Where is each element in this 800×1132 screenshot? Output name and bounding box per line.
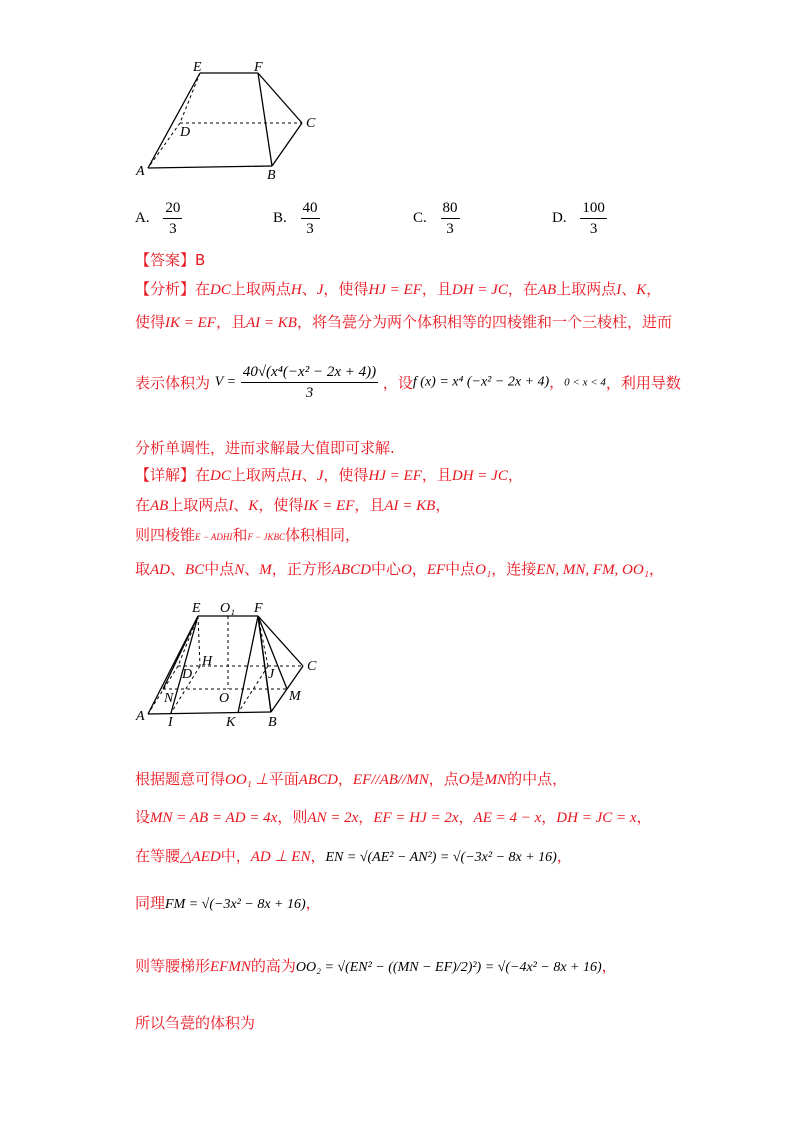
label2-B: B xyxy=(268,715,277,730)
conclusion-line-3: 在等腰△AED中，AD ⊥ EN，EN = √(AE² − AN²) = √(−3x² − 8x + 16)， xyxy=(135,847,572,865)
label-F: F xyxy=(254,60,263,75)
conclusion-line-4: 同理FM = √(−3x² − 8x + 16)， xyxy=(135,894,321,912)
option-d[interactable]: D. $\frac{100}{3}$ xyxy=(552,200,605,237)
conclusion-line-5: 则等腰梯形EFMN的高为OO₂ = √(EN² − ((MN − EF)/2)²) = √(−4x² − 8x + 16)， xyxy=(135,957,617,975)
option-c[interactable]: C. $\frac{80}{3}$ xyxy=(413,200,458,237)
analysis-line-4: 分析单调性，进而求解最大值即可求解. xyxy=(135,439,395,457)
answer-line: 【答案】B xyxy=(135,251,206,269)
option-b[interactable]: B. $\frac{40}{3}$ xyxy=(273,200,318,237)
label2-C: C xyxy=(307,659,317,674)
analysis-line-3: 表示体积为 V = $\frac{\text{40√(x⁴(−x² − 2x + 4))}}{3}$ ，设f (x) = x⁴ (−x² − 2x + 4)，0 < x < 4，利用导数 xyxy=(135,364,681,401)
label2-M: M xyxy=(289,689,301,704)
analysis-line-2: 使得IK = EF，且AI = KB，将刍甍分为两个体积相等的四棱锥和一个三棱柱，进而 xyxy=(135,313,672,331)
figure-2-solid xyxy=(128,596,338,731)
label-B: B xyxy=(267,168,276,183)
label2-O: O xyxy=(219,691,230,706)
label-E: E xyxy=(193,60,202,75)
label2-N: N xyxy=(164,691,174,706)
label2-O1: O₁ xyxy=(220,601,235,616)
analysis-line-1: 【分析】在DC上取两点H、J，使得HJ = EF，且DH = JC，在AB上取两点I、K， xyxy=(135,280,662,298)
conclusion-line-1: 根据题意可得OO₁ ⊥平面ABCD，EF//AB//MN，点O是MN的中点， xyxy=(135,770,568,788)
detail-line-4: 取AD、BC中点N、M，正方形ABCD中心O，EF中点O₁，连接EN, MN, FM, OO₁， xyxy=(135,560,664,578)
label-A: A xyxy=(136,164,145,179)
label2-H: H xyxy=(202,654,213,669)
detail-line-3: 则四棱锥E − ADHI和F − JKBC体积相同， xyxy=(135,526,361,544)
label2-J: J xyxy=(268,667,275,682)
conclusion-line-6: 所以刍甍的体积为 xyxy=(135,1014,256,1032)
detail-line-2: 在AB上取两点I、K，使得IK = EF，且AI = KB， xyxy=(135,496,451,514)
figure-1-solid xyxy=(130,58,330,183)
conclusion-line-2: 设MN = AB = AD = 4x，则AN = 2x，EF = HJ = 2x，AE = 4 − x，DH = JC = x， xyxy=(135,808,652,826)
option-a[interactable]: A. $\frac{20}{3}$ xyxy=(135,200,181,237)
detail-line-1: 【详解】在DC上取两点H、J，使得HJ = EF，且DH = JC， xyxy=(135,466,523,484)
label2-A: A xyxy=(136,709,145,724)
label-D: D xyxy=(180,125,191,140)
label2-F: F xyxy=(254,601,263,616)
label2-D: D xyxy=(182,667,193,682)
label2-E: E xyxy=(192,601,201,616)
label-C: C xyxy=(306,116,316,131)
label2-I: I xyxy=(168,715,173,730)
label2-K: K xyxy=(226,715,236,730)
